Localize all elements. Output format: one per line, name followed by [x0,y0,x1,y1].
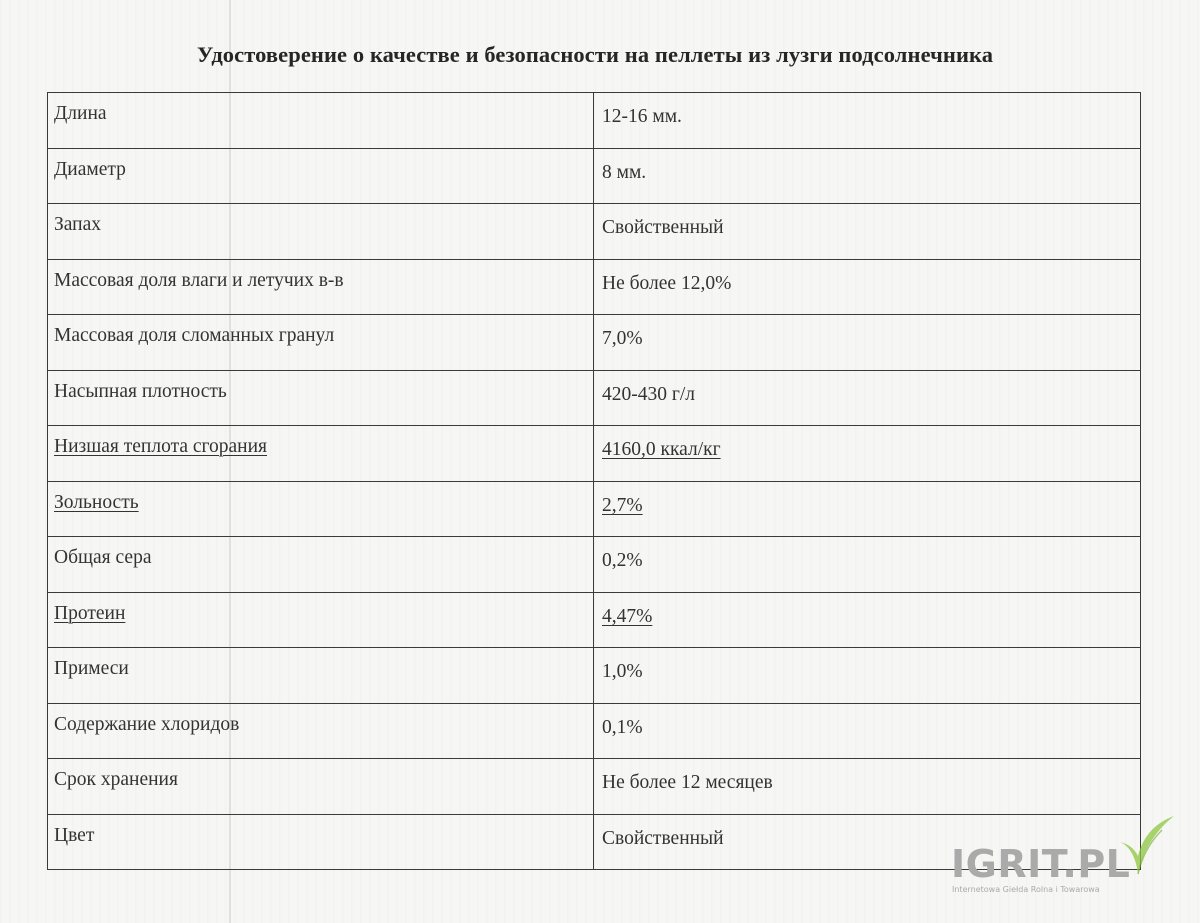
parameter-value: Свойственный [602,217,724,238]
parameter-name: Массовая доля сломанных гранул [54,325,335,346]
specification-table-body [48,93,1141,870]
value-cell [594,759,1141,815]
table-row [48,648,1141,704]
parameter-value: Свойственный [602,827,724,849]
table-row [48,537,1141,593]
parameter-name: Длина [54,103,107,124]
parameter-cell [48,481,594,537]
table-row [48,148,1141,204]
parameter-value: 0,2% [602,550,643,571]
parameter-cell [48,315,594,371]
parameter-cell [48,93,594,149]
parameter-cell [48,759,594,815]
table-row [48,426,1141,482]
parameter-value: Не более 12,0% [602,272,732,294]
parameter-value: 7,0% [602,328,643,349]
parameter-value: 0,1% [602,716,643,738]
parameter-value: 8 мм. [602,161,647,183]
parameter-cell [48,204,594,260]
parameter-name: Насыпная плотность [54,380,227,402]
parameter-cell [48,426,594,482]
parameter-value: 2,7% [602,494,643,516]
parameter-name: Протеин [54,602,126,624]
parameter-name: Общая сера [54,547,152,568]
parameter-name: Цвет [54,824,95,846]
value-cell [594,148,1141,204]
parameter-value: 420-430 г/л [602,383,696,405]
parameter-cell [48,648,594,704]
parameter-cell [48,703,594,759]
value-cell [594,648,1141,704]
parameter-name: Диаметр [54,158,126,180]
value-cell [594,426,1141,482]
parameter-value: 4,47% [602,605,653,627]
parameter-name: Срок хранения [54,769,178,790]
watermark-logo [948,812,1188,897]
parameter-cell [48,148,594,204]
watermark-brand: IGRIT.PL [951,842,1131,886]
parameter-value: 4160,0 ккал/кг [602,439,721,460]
parameter-name: Содержание хлоридов [54,713,240,735]
table-row [48,703,1141,759]
parameter-value: Не более 12 месяцев [602,772,773,793]
parameter-cell [48,370,594,426]
value-cell [594,537,1141,593]
parameter-value: 12-16 мм. [602,106,682,127]
parameter-name: Зольность [54,491,139,513]
table-row [48,259,1141,315]
table-row [48,370,1141,426]
value-cell [594,592,1141,648]
parameter-name: Низшая теплота сгорания [54,436,268,457]
table-row [48,93,1141,149]
document-title: Удостоверение о качестве и безопасности на пеллеты из лузги подсолнечника [196,42,994,67]
parameter-cell [48,592,594,648]
parameter-cell [48,814,594,870]
table-row [48,481,1141,537]
value-cell [594,204,1141,260]
table-row [48,759,1141,815]
value-cell [594,93,1141,149]
parameter-value: 1,0% [602,661,643,682]
parameter-cell [48,259,594,315]
table-row [48,204,1141,260]
table-row [48,315,1141,371]
value-cell [594,370,1141,426]
parameter-name: Примеси [54,658,129,679]
value-cell [594,315,1141,371]
parameter-name: Массовая доля влаги и летучих в-в [54,269,344,291]
value-cell [594,259,1141,315]
value-cell [594,481,1141,537]
value-cell [594,703,1141,759]
parameter-name: Запах [54,214,102,235]
table-row [48,592,1141,648]
specification-table [47,92,1141,870]
parameter-cell [48,537,594,593]
watermark-tagline: Internetowa Giełda Rolna i Towarowa [952,885,1100,894]
